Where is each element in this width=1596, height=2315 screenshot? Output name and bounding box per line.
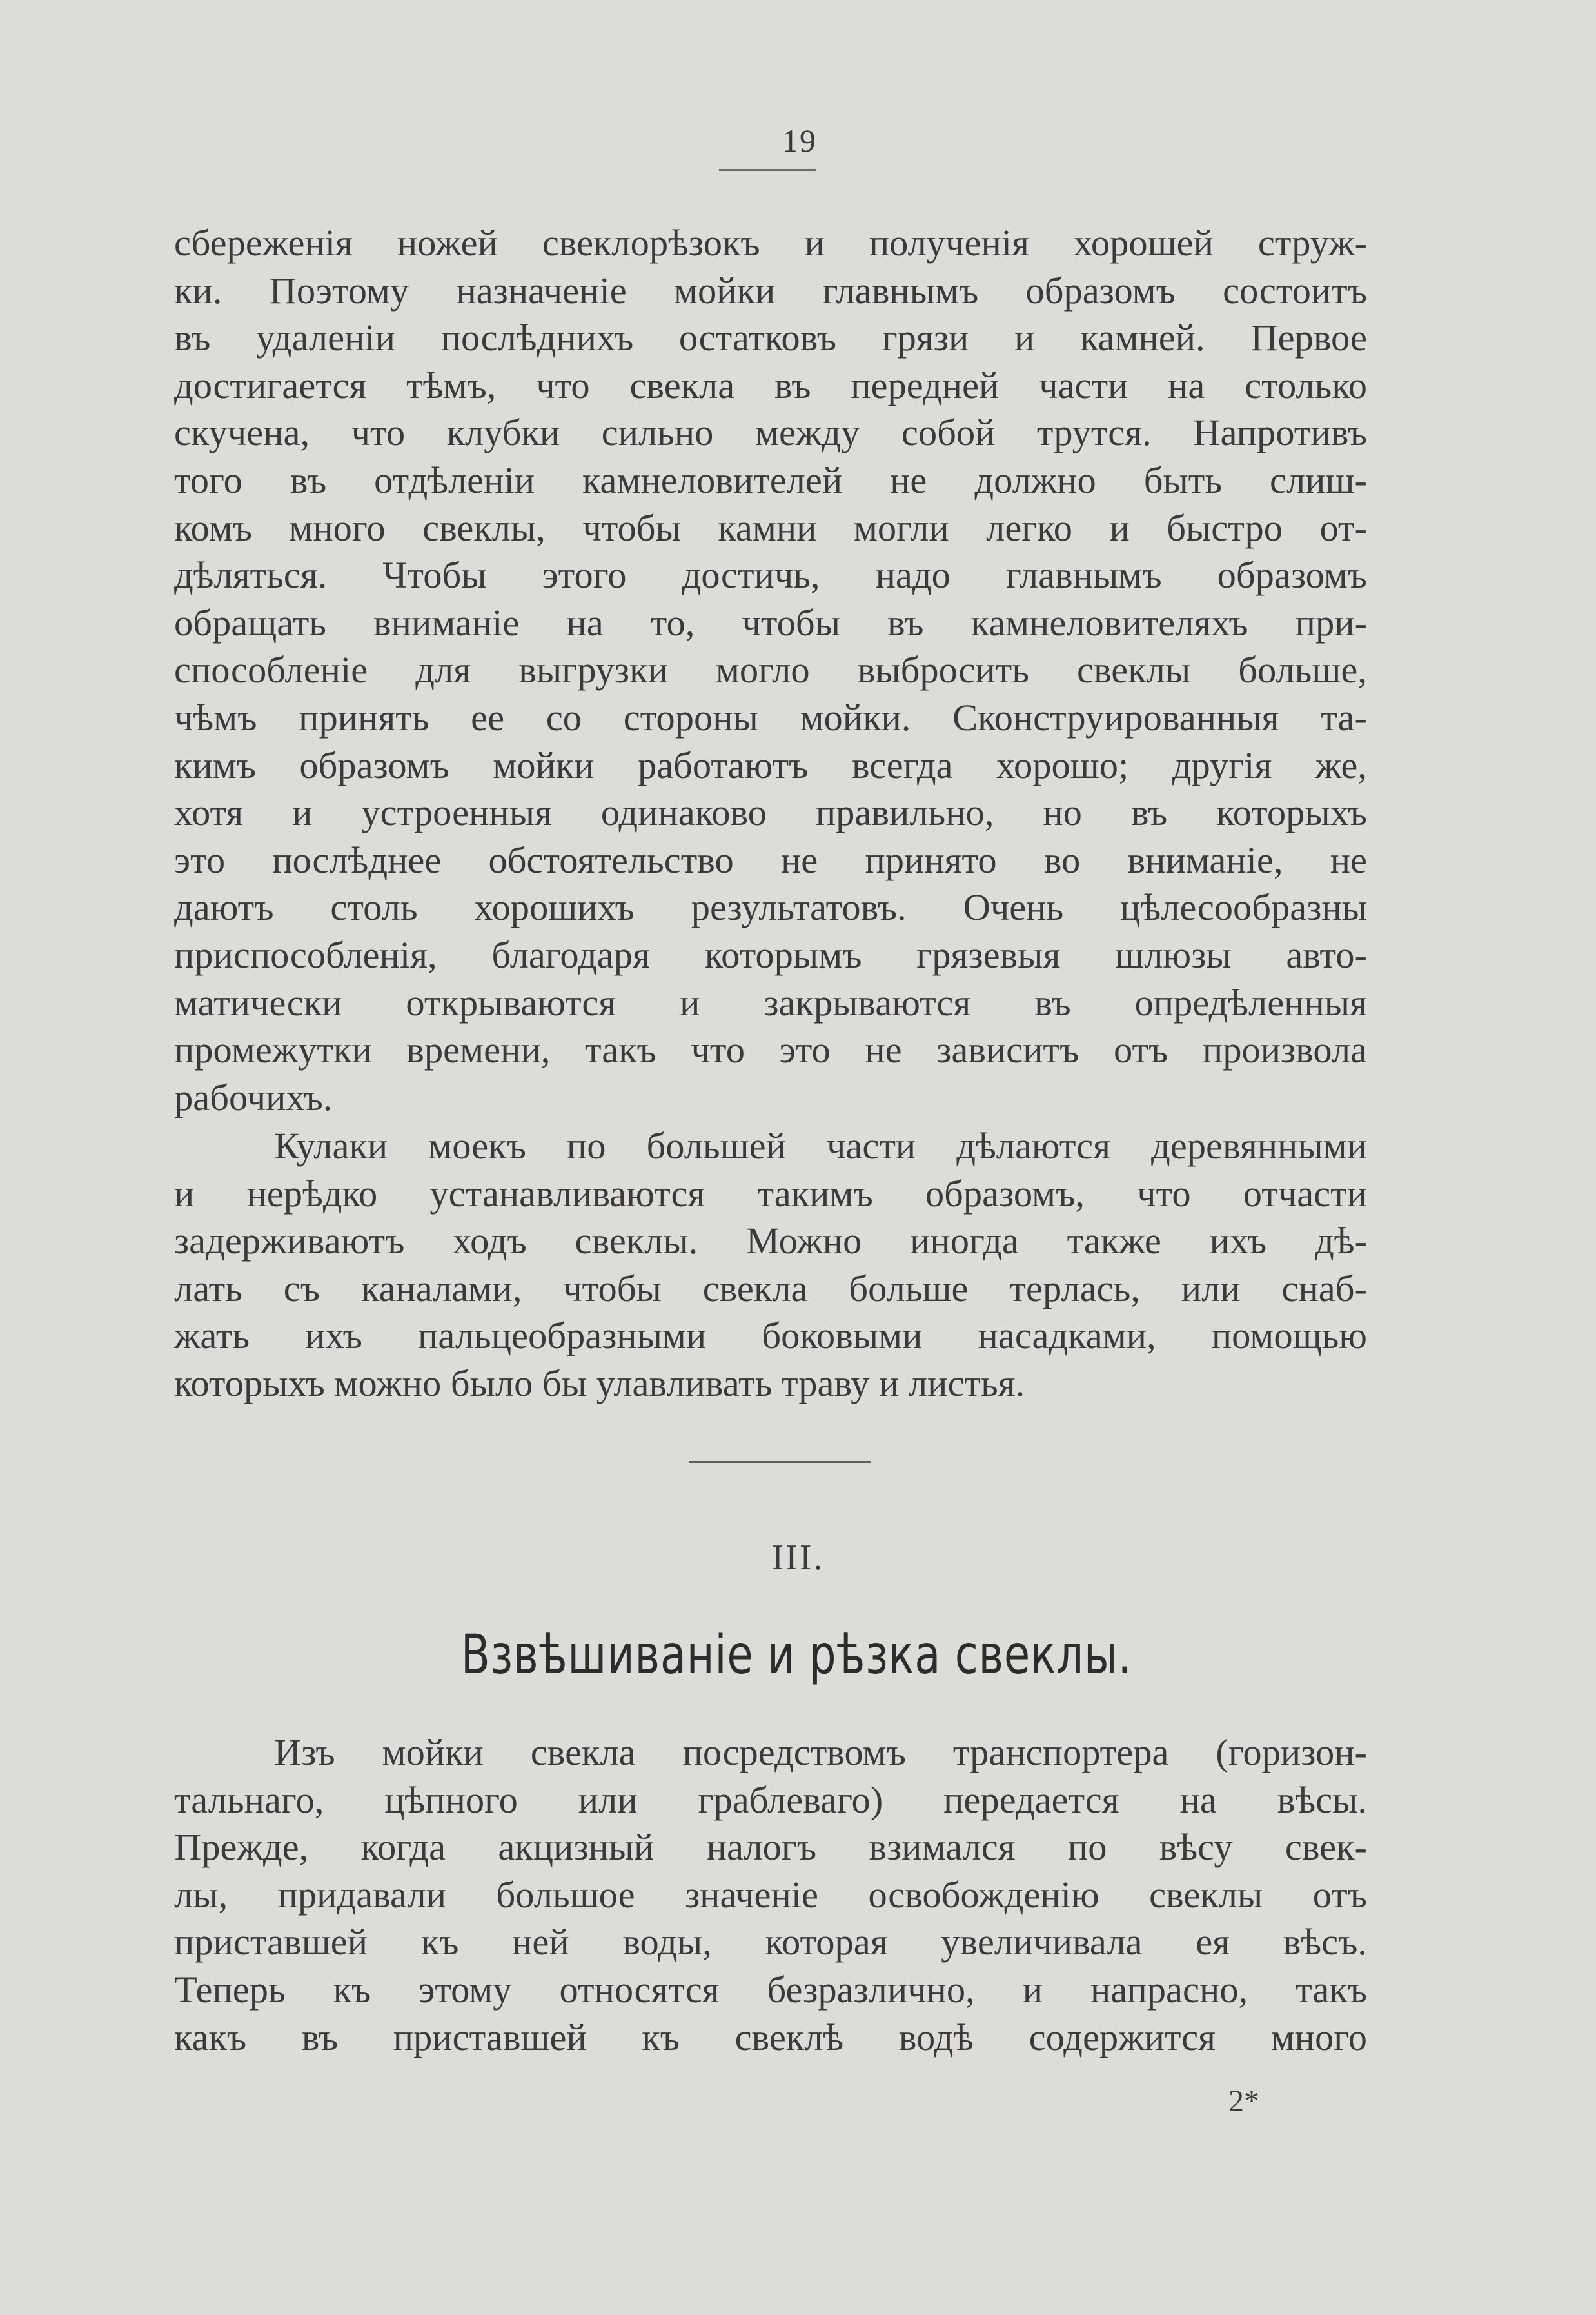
text-line: какъ въ приставшей къ свеклѣ водѣ содержится много [174,2016,1367,2058]
paragraph-washer-cams [174,1122,1367,1407]
text-line: достигается тѣмъ, что свекла въ передней части на столько [174,364,1367,406]
section-number: III. [771,1538,825,1578]
text-line: чѣмъ принять ее со стороны мойки. Сконструированныя та- [174,696,1367,739]
text-line: въ удаленіи послѣднихъ остатковъ грязи и камней. Первое [174,317,1367,359]
text-line: комъ много свеклы, чтобы камни могли легко и быстро от- [174,506,1367,549]
paragraph-washer-purpose [174,219,1367,1121]
text-line: промежутки времени, такъ что это не зависитъ отъ произвола [174,1029,1367,1071]
printer-signature-mark: 2* [1228,2084,1259,2118]
text-line: того въ отдѣленіи камнеловителей не должно быть слиш- [174,459,1367,501]
text-line: скучена, что клубки сильно между собой трутся. Напротивъ [174,412,1367,454]
text-line: сбереженія ножей свеклорѣзокъ и полученія хорошей струж- [174,222,1367,264]
text-line: тальнаго, цѣпного или граблеваго) передается на вѣсы. [174,1778,1367,1821]
text-line: Прежде, когда акцизный налогъ взимался по вѣсу свек- [174,1826,1367,1869]
text-line: и нерѣдко устанавливаются такимъ образомъ, что отчасти [174,1172,1367,1215]
text-line: лы, придавали большое значеніе освобожденію свеклы отъ [174,1873,1367,1916]
text-line: это послѣднее обстоятельство не принято во вниманіе, не [174,839,1367,881]
section-title: Взвѣшиваніе и рѣзка свеклы. [460,1623,1132,1686]
text-line: обращать вниманіе на то, чтобы въ камнеловителяхъ при- [174,601,1367,644]
text-line: ки. Поэтому назначеніе мойки главнымъ образомъ состоитъ [174,269,1367,312]
text-line: приставшей къ ней воды, которая увеличивала ея вѣсъ. [174,1921,1367,1963]
text-line: задерживаютъ ходъ свеклы. Можно иногда также ихъ дѣ- [174,1220,1367,1262]
text-line: Теперь къ этому относятся безразлично, и напрасно, такъ [174,1968,1367,2011]
text-line: матически открываются и закрываются въ опредѣленныя [174,981,1367,1024]
text-line: способленіе для выгрузки могло выбросить свеклы больше, [174,649,1367,691]
text-line: жать ихъ пальцеобразными боковыми насадками, помощью [174,1315,1367,1357]
text-line: хотя и устроенныя одинаково правильно, но въ которыхъ [174,791,1367,834]
text-line: которыхъ можно было бы улавливать траву и листья. [174,1362,1025,1404]
text-line: даютъ столь хорошихъ результатовъ. Очень цѣлесообразны [174,886,1367,929]
text-line: лать съ каналами, чтобы свекла больше терлась, или снаб- [174,1267,1367,1309]
page-number-rule [719,169,816,171]
text-line: кимъ образомъ мойки работаютъ всегда хорошо; другія же, [174,744,1367,786]
paragraph-weighing [174,1729,1367,2061]
text-line: рабочихъ. [174,1076,333,1118]
text-line: приспособленія, благодаря которымъ грязевыя шлюзы авто- [174,933,1367,976]
text-line: дѣляться. Чтобы этого достичь, надо главнымъ образомъ [174,554,1367,597]
section-divider [689,1461,871,1463]
text-line: Изъ мойки свекла посредствомъ транспортера (горизон- [274,1731,1367,1773]
page-number: 19 [782,123,817,159]
text-line: Кулаки моекъ по большей части дѣлаются деревянными [274,1125,1367,1167]
